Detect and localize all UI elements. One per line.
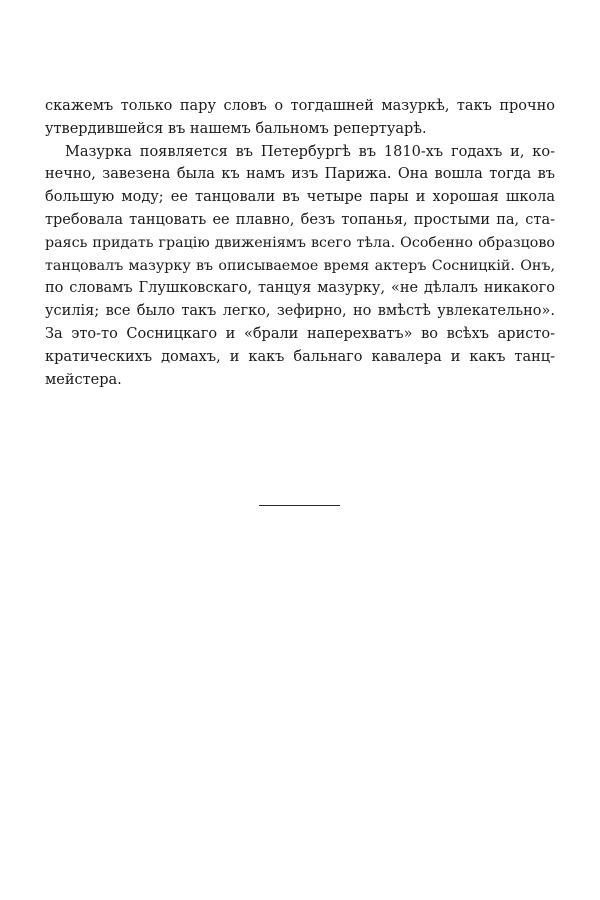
- text-line: требовала танцовать ее плавно, безъ топанья, простыми па, ста-: [45, 211, 555, 228]
- text-line: усилія; все было такъ легко, зефирно, но вмѣстѣ увлекательно».: [45, 303, 555, 320]
- text-line: мейстера.: [45, 371, 122, 388]
- section-separator-rule: [259, 505, 340, 506]
- text-line: кратическихъ домахъ, и какъ бальнаго кавалера и какъ танц-: [45, 348, 555, 365]
- text-line: скажемъ только пару словъ о тогдашней мазуркѣ, такъ прочно: [45, 98, 555, 114]
- text-line: Мазурка появляется въ Петербургѣ въ 1810-хъ годахъ и, ко-: [65, 143, 555, 160]
- text-line: нечно, завезена была къ намъ изъ Парижа. Она вошла тогда въ: [45, 166, 555, 183]
- text-line: раясь придать грацію движеніямъ всего тѣла. Особенно образцово: [45, 234, 555, 251]
- text-line: За это-то Сосницкаго и «брали наперехватъ» во всѣхъ аристо-: [45, 325, 555, 342]
- text-line: по словамъ Глушковскаго, танцуя мазурку, «не дѣлалъ никакого: [45, 280, 555, 297]
- text-line: утвердившейся въ нашемъ бальномъ репертуарѣ.: [45, 120, 427, 137]
- text-line: большую моду; ее танцовали въ четыре пары и хорошая школа: [45, 189, 555, 206]
- body-text: [45, 95, 555, 391]
- text-line: танцовалъ мазурку въ описываемое время актеръ Сосницкій. Онъ,: [45, 257, 555, 274]
